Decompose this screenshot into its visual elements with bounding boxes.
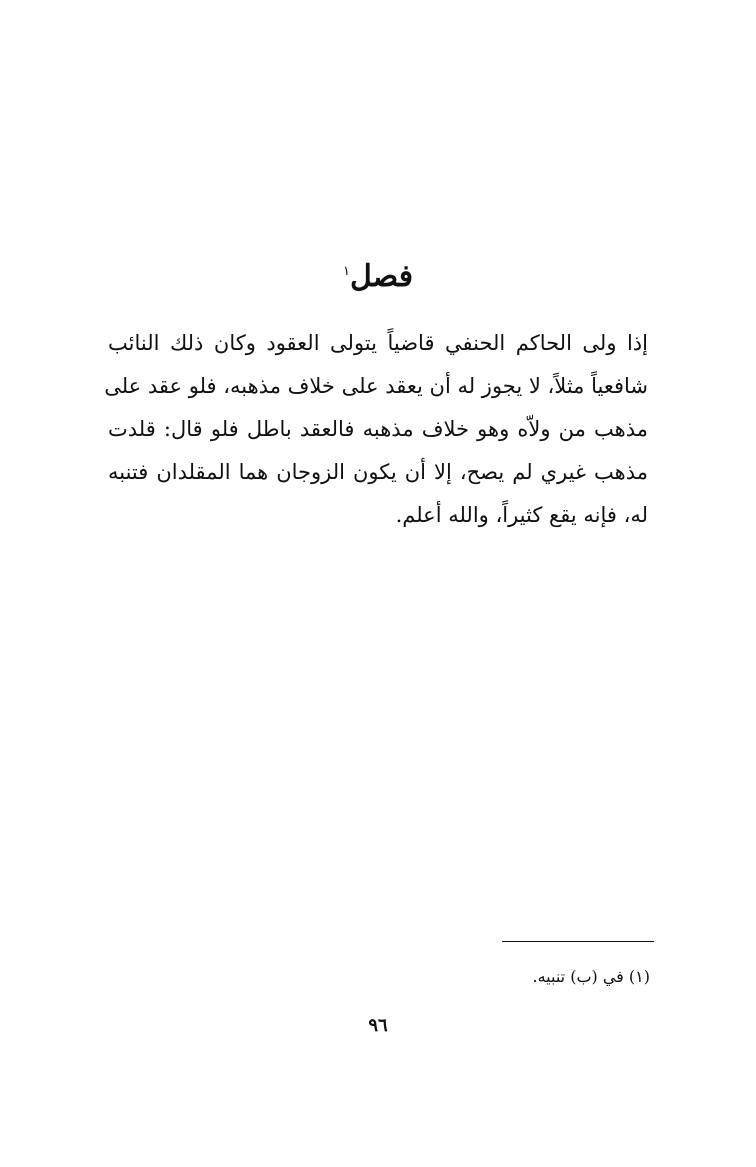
paragraph — [104, 322, 648, 537]
paragraph-line: له، فإنه يقع كثيراً، والله أعلم. — [395, 503, 648, 527]
paragraph-line: شافعياً مثلاً، لا يجوز له أن يعقد على خلاف مذهبه، فلو عقد على — [104, 374, 648, 398]
footnote: (١) في (ب) تنبيه. — [532, 967, 650, 986]
section-heading — [0, 252, 756, 297]
page-number: ٩٦ — [368, 1015, 388, 1036]
footnote-marker: ١ — [342, 264, 350, 279]
paragraph-line: إذا ولى الحاكم الحنفي قاضياً يتولى العقود وكان ذلك النائب — [108, 331, 648, 355]
paragraph-line: مذهب من ولاّه وهو خلاف مذهبه فالعقد باطل فلو قال: قلدت — [108, 417, 648, 441]
section-heading-title: فصل — [349, 259, 414, 294]
paragraph-line: مذهب غيري لم يصح، إلا أن يكون الزوجان هما المقلدان فتنبه — [108, 460, 648, 484]
footnote-divider — [502, 941, 654, 942]
